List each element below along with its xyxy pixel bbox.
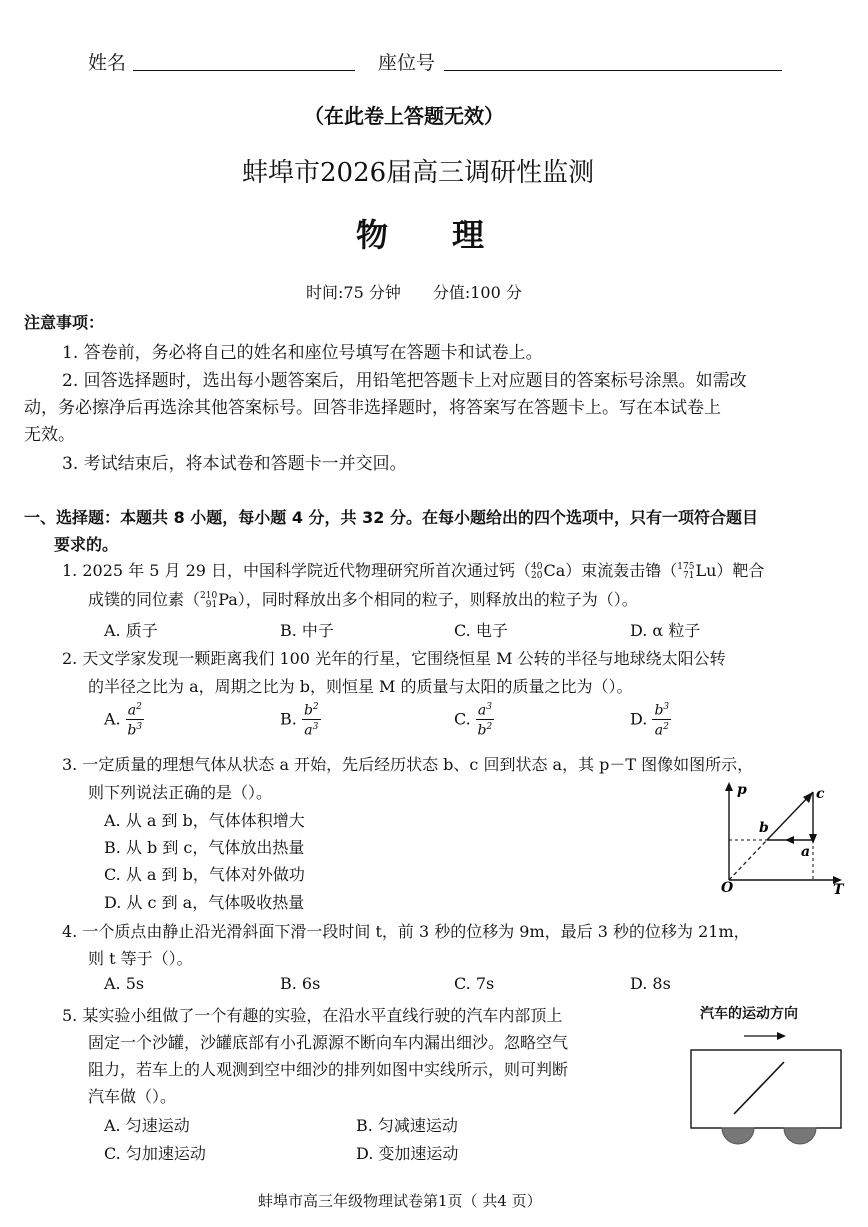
T-label: T (833, 882, 844, 896)
car-body (691, 1050, 841, 1128)
question-4-cont: 则 t 等于（）。 (88, 949, 193, 968)
fraction: $\frac{a^2}{b^3}$ (127, 702, 143, 739)
fraction: $\frac{a^3}{b^2}$ (477, 702, 493, 739)
q1-option-d[interactable]: D. α 粒子 (630, 621, 701, 640)
question-1: 1. 2025 年 5 月 29 日，中国科学院近代物理研究所首次通过钙（ 40 20 Ca）束流轰击镥（ 175 71 Lu）靶合 (62, 561, 765, 581)
O-label: O (721, 880, 734, 896)
q2-option-a[interactable]: A. $\frac{a^2}{b^3}$ (104, 702, 143, 739)
p-axis-arrow (725, 782, 733, 791)
subject-title: 物 理 (356, 216, 485, 254)
notice-item: 2. 回答选择题时，选出每小题答案后，用铅笔把答题卡上对应题目的答案标号涂黑。如需改 (62, 371, 747, 391)
q2-option-b[interactable]: B. $\frac{b^2}{a^3}$ (280, 702, 319, 739)
q4-option-d[interactable]: D. 8s (630, 974, 671, 993)
q3-option-c[interactable]: C. 从 a 到 b，气体对外做功 (104, 865, 305, 884)
question-5-cont: 阻力，若车上的人观测到空中细沙的排列如图中实线所示，则可判断 (88, 1060, 569, 1079)
q4-option-a[interactable]: A. 5s (104, 974, 145, 993)
direction-arrowhead (777, 1032, 786, 1040)
q1-option-c[interactable]: C. 电子 (454, 621, 508, 640)
question-1-cont: 成镤的同位素（ 210 91 Pa），同时释放出多个相同的粒子，则释放出的粒子为（）。 (88, 590, 638, 610)
ca-nuclide: 40 20 (531, 561, 543, 581)
invalid-note: （在此卷上答题无效） (304, 104, 504, 128)
q1-text: 1. 2025 年 5 月 29 日，中国科学院近代物理研究所首次通过钙（ (62, 561, 532, 580)
name-underline (133, 70, 355, 71)
car-wheel-right (784, 1128, 816, 1144)
question-2: 2. 天文学家发现一颗距离我们 100 光年的行星，它围绕恒星 M 公转的半径与地球绕太阳公转 (62, 649, 726, 668)
notice-item: 动，务必擦净后再选涂其他答案标号。回答非选择题时，将答案写在答题卡上。写在本试卷上 (24, 398, 721, 418)
question-5-cont: 汽车做（）。 (88, 1087, 177, 1106)
question-5-cont: 固定一个沙罐，沙罐底部有小孔源源不断向车内漏出细沙。忽略空气 (88, 1033, 569, 1052)
q1-option-a[interactable]: A. 质子 (104, 621, 158, 640)
section-heading-cont: 要求的。 (54, 535, 119, 554)
exam-title: 蚌埠市2026届高三调研性监测 (242, 158, 595, 188)
origin-dashed (729, 840, 767, 880)
notice-item: 无效。 (24, 425, 75, 445)
time-info: 时间:75 分钟 分值:100 分 (306, 283, 522, 302)
section-heading: 一、选择题：本题共 8 小题，每小题 4 分，共 32 分。在每小题给出的四个选项中，只有一项符合题目 (24, 508, 758, 527)
name-label: 姓名 (88, 52, 127, 74)
q3-option-b[interactable]: B. 从 b 到 c，气体放出热量 (104, 838, 305, 857)
notice-item: 1. 答卷前，务必将自己的姓名和座位号填写在答题卡和试卷上。 (62, 343, 543, 363)
question-3: 3. 一定质量的理想气体从状态 a 开始，先后经历状态 b、c 回到状态 a，其 p－T 图像如图所示， (62, 755, 754, 774)
car-figure (688, 1020, 848, 1150)
seat-label: 座位号 (378, 52, 436, 74)
fraction: $\frac{b^3}{a^2}$ (654, 702, 670, 739)
question-2-cont: 的半径之比为 a，周期之比为 b，则恒星 M 的质量与太阳的质量之比为（）。 (88, 677, 633, 696)
notice-item: 3. 考试结束后，将本试卷和答题卡一并交回。 (62, 454, 407, 474)
car-wheel-left (722, 1128, 754, 1144)
p-label: p (737, 782, 747, 798)
q5-option-d[interactable]: D. 变加速运动 (356, 1144, 459, 1163)
b-label: b (759, 820, 769, 836)
pa-nuclide: 210 91 (200, 590, 218, 610)
c-label: c (816, 786, 825, 802)
q3-option-a[interactable]: A. 从 a 到 b，气体体积增大 (104, 811, 305, 830)
q5-option-b[interactable]: B. 匀减速运动 (356, 1116, 458, 1135)
page-footer: 蚌埠市高三年级物理试卷第1页（ 共4 页） (258, 1192, 542, 1210)
a-to-b-arrow (785, 836, 794, 844)
q5-option-c[interactable]: C. 匀加速运动 (104, 1144, 206, 1163)
question-5: 5. 某实验小组做了一个有趣的实验，在沿水平直线行驶的汽车内部顶上 (62, 1006, 563, 1025)
q1-option-b[interactable]: B. 中子 (280, 621, 334, 640)
pT-graph (715, 778, 850, 896)
a-label: a (801, 844, 811, 860)
question-3-cont: 则下列说法正确的是（）。 (88, 783, 273, 802)
q4-option-b[interactable]: B. 6s (280, 974, 321, 993)
q3-option-d[interactable]: D. 从 c 到 a，气体吸收热量 (104, 893, 305, 912)
car-direction-label: 汽车的运动方向 (700, 1006, 798, 1022)
lu-nuclide: 175 71 (677, 561, 695, 581)
q4-option-c[interactable]: C. 7s (454, 974, 495, 993)
fraction: $\frac{b^2}{a^3}$ (303, 702, 319, 739)
q2-option-d[interactable]: D. $\frac{b^3}{a^2}$ (630, 702, 670, 739)
q2-option-c[interactable]: C. $\frac{a^3}{b^2}$ (454, 702, 493, 739)
notice-title: 注意事项： (24, 313, 105, 332)
q5-option-a[interactable]: A. 匀速运动 (104, 1116, 190, 1135)
seat-underline (444, 70, 782, 71)
question-4: 4. 一个质点由静止沿光滑斜面下滑一段时间 t，前 3 秒的位移为 9m，最后 3 秒的位移为 21m， (62, 922, 750, 941)
